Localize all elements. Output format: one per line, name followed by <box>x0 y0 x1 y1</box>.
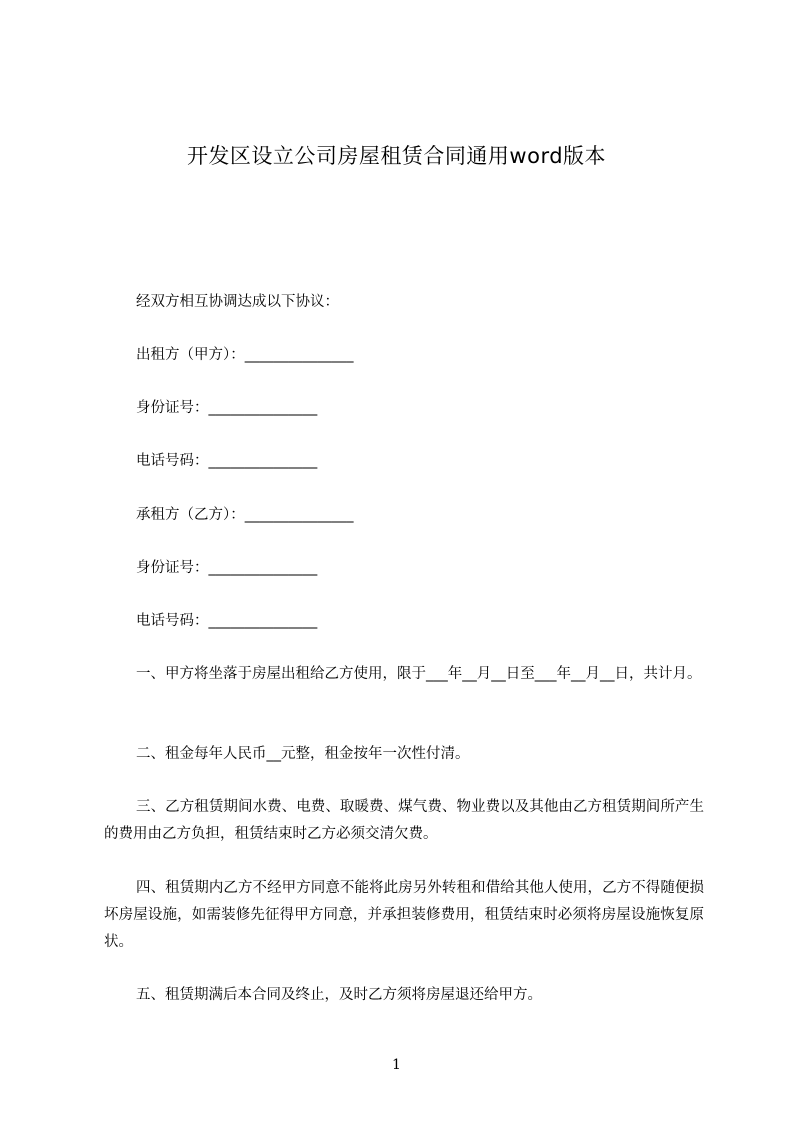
clause-2: 二、租金每年人民币__元整，租金按年一次性付清。 <box>136 746 470 762</box>
clause-5: 五、租赁期满后本合同及终止，及时乙方须将房屋退还给甲方。 <box>136 987 542 1003</box>
lessee-id-field: 身份证号：_______________ <box>136 560 318 576</box>
clause-3: 三、乙方租赁期间水费、电费、取暖费、煤气费、物业费以及其他由乙方租赁期间所产生的费用由乙方负担，租赁结束时乙方必须交清欠费。 <box>104 799 704 842</box>
intro-text: 经双方相互协调达成以下协议： <box>136 294 339 310</box>
lessor-name-field: 出租方（甲方）：_______________ <box>136 347 354 363</box>
lessee-name-field: 承租方（乙方）：_______________ <box>136 507 354 523</box>
page-number: 1 <box>392 1057 401 1073</box>
document-title: 开发区设立公司房屋租赁合同通用word版本 <box>186 144 607 168</box>
clause-4: 四、租赁期内乙方不经甲方同意不能将此房另外转租和借给其他人使用，乙方不得随便损坏房屋设施，如需装修先征得甲方同意，并承担装修费用，租赁结束时必须将房屋设施恢复原状。 <box>104 880 704 950</box>
lessor-id-field: 身份证号：_______________ <box>136 400 318 416</box>
clause-1: 一、甲方将坐落于房屋出租给乙方使用，限于___年__月__日至___年__月__日，共计月。 <box>136 666 702 682</box>
lessee-phone-field: 电话号码：_______________ <box>136 613 318 629</box>
lessor-phone-field: 电话号码：_______________ <box>136 453 318 469</box>
